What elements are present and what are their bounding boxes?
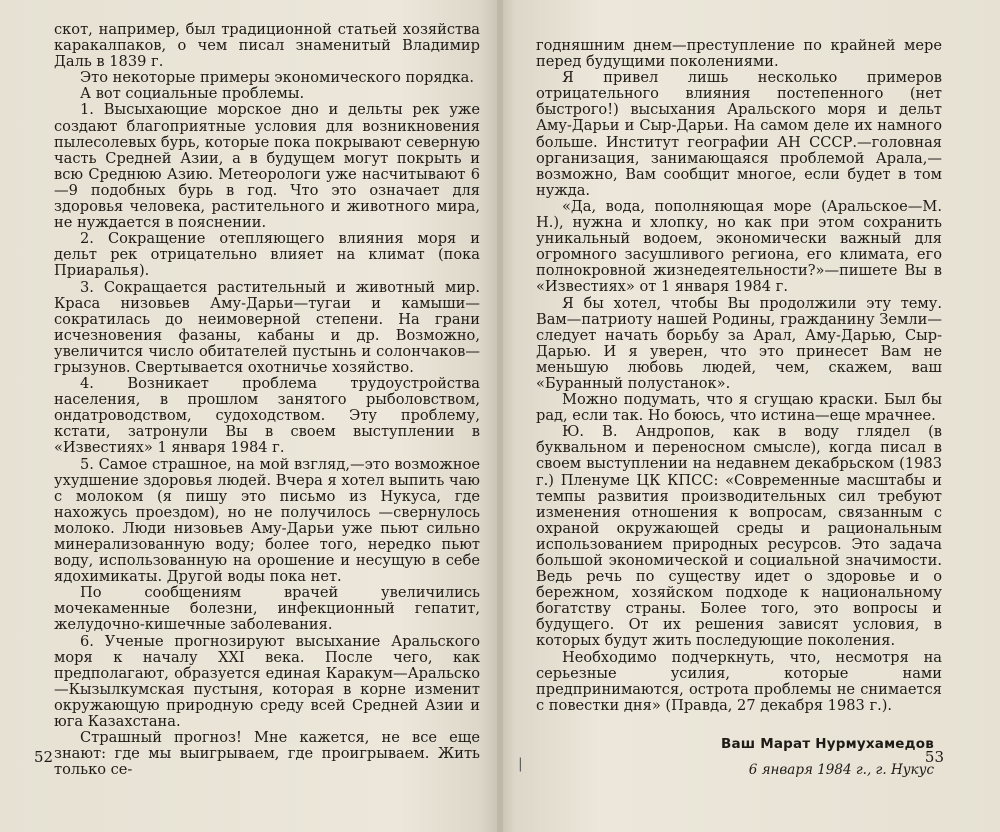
paragraph: По сообщениям врачей увеличились мочекаменные болезни, инфекционный гепатит, желудочно-кишечные заболевания. xyxy=(54,584,480,634)
paragraph: 4. Возникает проблема трудоустройства населения, в прошлом занятого рыболовством, ондатроводством, судоходством. Эту проблему, кстати, затронули Вы в своем выступлении в «Известиях» 1 января 1984 г. xyxy=(54,375,480,457)
right-page xyxy=(500,0,1000,832)
paragraph: Можно подумать, что я сгущаю краски. Был бы рад, если так. Но боюсь, что истина—еще мрачнее. xyxy=(536,391,942,425)
page-number-left: 52 xyxy=(34,748,54,766)
paragraph: Необходимо подчеркнуть, что, несмотря на серьезные усилия, которые нами предпринимаются, острота проблемы не снимается с повестки дня» (Правда, 27 декабря 1983 г.). xyxy=(536,648,942,714)
paragraph: «Да, вода, пополняющая море (Аральское—М. Н.), нужна и хлопку, но как при этом сохранить уникальный водоем, экономически важный для огромного засушливого региона, его климата, его полнокровной жизнедеятельности?»—пишете Вы в «Известиях» от 1 января 1984 г. xyxy=(536,197,942,296)
right-page-text xyxy=(536,38,942,714)
paragraph: 1. Высыхающие морское дно и дельты рек уже создают благоприятные условия для возникновения пылесолевых бурь, которые пока покрывают северную часть Средней Азии, а в будущем могут покрыть и всю Среднюю Азию. Метеорологи уже насчитывают 6—9 подобных бурь в год. Что это означает для здоровья человека, растительного и животного мира, не нуждается в пояснении. xyxy=(54,101,480,232)
stray-mark: | xyxy=(518,756,523,772)
left-page-text xyxy=(54,22,480,778)
signature: Ваш Марат Нурмухамедов xyxy=(720,735,934,752)
paragraph: Ю. В. Андропов, как в воду глядел (в буквальном и переносном смысле), когда писал в своем выступлении на недавнем декабрьском (1983 г.) Пленуме ЦК КПСС: «Современные масштабы и темпы развития производительных сил требуют изменения отношения к вопросам, связанным с охраной окружающей среды и рациональным использованием природных ресурсов. Это задача большой экономической и социальной значимости. Ведь речь по существу идет о здоровье и о бережном, хозяйском подходе к национальному богатству страны. Более того, это вопросы и будущего. От их решения зависят условия, в которых будут жить последующие поколения. xyxy=(536,423,942,650)
paragraph: годняшним днем—преступление по крайней мере перед будущими поколениями. xyxy=(536,37,942,71)
paragraph: скот, например, был традиционной статьей хозяйства каракалпаков, о чем писал знаменитый Владимир Даль в 1839 г. xyxy=(54,21,480,71)
paragraph: Это некоторые примеры экономического порядка. xyxy=(80,69,475,87)
paragraph: А вот социальные проблемы. xyxy=(80,85,305,103)
page-number-right: 53 xyxy=(924,748,944,766)
paragraph: 5. Самое страшное, на мой взгляд,—это возможное ухудшение здоровья людей. Вчера я хотел выпить чаю с молоком (я пишу это письмо из Нукуса, где нахожусь проездом), но не получилось —свернулось молоко. Люди низовьев Аму-Дарьи уже пьют сильно минерализованную воду; более того, нередко пьют воду, использованную на орошение и несущую в себе ядохимикаты. Другой воды пока нет. xyxy=(54,455,480,586)
book-gutter xyxy=(497,0,503,832)
dateline: 6 января 1984 г., г. Нукус xyxy=(748,761,934,778)
paragraph: Я бы хотел, чтобы Вы продолжили эту тему. Вам—патриоту нашей Родины, гражданину Земли—следует начать борьбу за Арал, Аму-Дарью, Сыр-Дарью. И я уверен, что это принесет Вам не меньшую любовь людей, чем, скажем, ваш «Буранный полустанок». xyxy=(536,294,942,392)
paragraph: 3. Сокращается растительный и животный мир. Краса низовьев Аму-Дарьи—тугаи и камыши—сократилась до неимоверной степени. На грани исчезновения фазаны, кабаны и др. Возможно, увеличится число обитателей пустынь и солончаков—грызунов. Свертывается охотничье хозяйство. xyxy=(54,278,480,376)
paragraph: Я привел лишь несколько примеров отрицательного влияния постепенного (нет быстрого!) высыхания Аральского моря и дельт Аму-Дарьи и Сыр-Дарьи. На самом деле их намного больше. Институт географии АН СССР.—головная организация, занимающаяся проблемой Арала,—возможно, Вам сообщит многое, если будет в том нужда. xyxy=(536,69,942,199)
paragraph: Страшный прогноз! Мне кажется, не все еще знают: где мы выигрываем, где проигрываем. Жить только се- xyxy=(54,729,480,779)
paragraph: 6. Ученые прогнозируют высыхание Аральского моря к началу XXI века. После чего, как предполагают, образуется единая Каракум—Аральско—Кызылкумская пустыня, которая в корне изменит окружающую природную среду всей Средней Азии и юга Казахстана. xyxy=(54,632,480,731)
paragraph: 2. Сокращение отепляющего влияния моря и дельт рек отрицательно влияет на климат (пока Приаралья). xyxy=(54,230,480,280)
